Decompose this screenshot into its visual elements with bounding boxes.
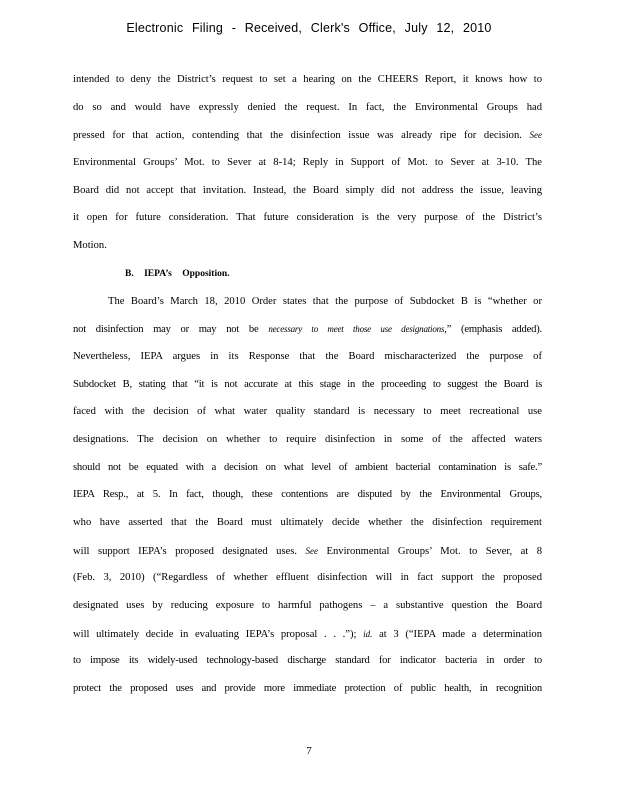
id-signal: id. [363, 628, 373, 639]
text-line: IEPA Resp., at 5. In fact, though, these contentions are disputed by the Environmental Groups, [73, 489, 542, 501]
text-span: will support IEPA’s proposed designated uses. [73, 545, 298, 557]
text-line: intended to deny the District’s request to set a hearing on the CHEERS Report, it knows how to [73, 74, 542, 85]
text-line: The Board’s March 18, 2010 Order states that the purpose of Subdocket B is “whether or [108, 295, 542, 307]
text-span: pressed for that action, contending that the disinfection issue was already ripe for decision. [73, 130, 522, 142]
text-line [73, 542, 542, 570]
text-line: should not be equated with a decision on what level of ambient bacterial contamination is safe.” [73, 461, 542, 473]
text-line: to impose its widely-used technology-based discharge standard for indicator bacteria in order to [73, 655, 542, 667]
text-span: at 3 (“IEPA made a determination [379, 628, 542, 640]
text-line: faced with the decision of what water quality standard is necessary to meet recreational use [73, 406, 542, 418]
text-line: Environmental Groups’ Mot. to Sever at 8-14; Reply in Support of Mot. to Sever at 3-10. The [73, 157, 542, 169]
text-line [73, 320, 542, 348]
page-number: 7 [306, 745, 312, 757]
text-line: Subdocket B, stating that “it is not accurate at this stage in the proceeding to suggest the Board is [73, 378, 542, 390]
text-line [73, 126, 542, 154]
filing-stamp-header: Electronic Filing - Received, Clerk's Office, July 12, 2010 [126, 21, 492, 35]
text-line: Nevertheless, IEPA argues in its Response that the Board mischaracterized the purpose of [73, 350, 542, 362]
text-span: ,” (emphasis added). [444, 324, 543, 336]
text-span: will ultimately decide in evaluating IEPA’s proposal . . .”); [73, 628, 357, 640]
text-line: (Feb. 3, 2010) (“Regardless of whether effluent disinfection will in fact support the proposed [73, 572, 542, 584]
text-line: Motion. [73, 240, 107, 252]
text-line: who have asserted that the Board must ultimately decide whether the disinfection requirement [73, 517, 542, 528]
see-signal: See [305, 545, 319, 556]
text-line: designated uses by reducing exposure to harmful pathogens – a substantive question the Board [73, 600, 542, 612]
see-signal: See [529, 130, 542, 141]
text-span: Environmental Groups’ Mot. to Sever, at 8 [326, 545, 542, 557]
text-line: designations. The decision on whether to require disinfection in some of the affected waters [73, 433, 542, 445]
body-text [73, 71, 542, 708]
emphasis-text: necessary to meet those use designations [268, 324, 445, 335]
text-line [73, 625, 542, 653]
text-line: protect the proposed uses and provide more immediate protection of public health, in recognition [73, 683, 542, 695]
text-span: not disinfection may or may not be [73, 324, 259, 336]
section-heading: B. IEPA’s Opposition. [125, 268, 230, 279]
text-line: it open for future consideration. That future consideration is the very purpose of the District’s [73, 212, 542, 224]
text-line: do so and would have expressly denied the request. In fact, the Environmental Groups had [73, 101, 542, 113]
text-line: Board did not accept that invitation. Instead, the Board simply did not address the issue, leaving [73, 184, 542, 196]
